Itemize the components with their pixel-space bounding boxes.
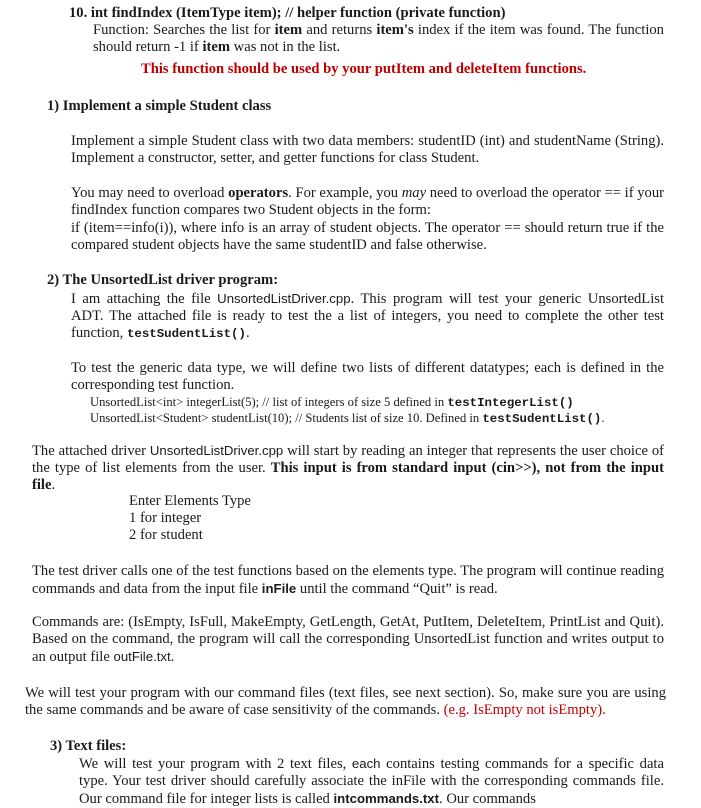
section-2-paragraph-1: I am attaching the file UnsortedListDriver.cpp. This program will test your generic UnsortedList ADT. The attached file is ready to test the a list of integers, you need to complete the other test function, testSudentList(). xyxy=(71,291,665,341)
testing-paragraph: We will test your program with our command files (text files, see next section). So, make sure you are using the same commands and be aware of case sensitivity of the commands. (e.g. IsEmpty not isEmpty). xyxy=(25,685,666,718)
driver-paragraph-2: The test driver calls one of the test functions based on the elements type. The program will continue reading commands and data from the input file inFile until the command “Quit” is read. xyxy=(32,563,664,597)
function-10-heading: 10. int findIndex (ItemType item); // helper function (private function) xyxy=(69,5,506,21)
section-2-paragraph-2: To test the generic data type, we will define two lists of different datatypes; each is defined in the corresponding test function. xyxy=(71,360,664,393)
section-3-paragraph: We will test your program with 2 text files, each contains testing commands for a specific data type. Your test driver should carefully associate the inFile with the corresponding commands file. Our command file for integer lists is called intcommands.txt. Our commands xyxy=(79,756,664,807)
function-10-description: Function: Searches the list for item and returns item's index if the item was found. The function should return -1 if item was not in the list. xyxy=(93,22,664,55)
section-1-paragraph-3: if (item==info(i)), where info is an array of student objects. The operator == should return true if the compared student objects have the same studentID and false otherwise. xyxy=(71,220,664,253)
section-3-heading: 3) Text files: xyxy=(50,738,127,754)
menu-line: 2 for student xyxy=(129,527,203,543)
section-2-heading: 2) The UnsortedList driver program: xyxy=(47,272,279,288)
function-10-note: This function should be used by your putItem and deleteItem functions. xyxy=(141,61,587,77)
code-line-integer-list: UnsortedList<int> integerList(5); // list of integers of size 5 defined in testIntegerList() xyxy=(90,395,574,410)
code-line-student-list: UnsortedList<Student> studentList(10); // Students list of size 10. Defined in testSudentList(). xyxy=(90,411,605,426)
section-1-heading: 1) Implement a simple Student class xyxy=(47,98,272,114)
menu-line: 1 for integer xyxy=(129,510,202,526)
section-1-paragraph-1: Implement a simple Student class with two data members: studentID (int) and studentName (String). Implement a constructor, setter, and getter functions for class Student. xyxy=(71,133,664,166)
menu-line: Enter Elements Type xyxy=(129,493,251,509)
commands-paragraph: Commands are: (IsEmpty, IsFull, MakeEmpty, GetLength, GetAt, PutItem, DeleteItem, PrintList and Quit). Based on the command, the program will call the corresponding UnsortedList function and writes output to an output file outFile.txt. xyxy=(32,614,664,665)
driver-paragraph: The attached driver UnsortedListDriver.cpp will start by reading an integer that represents the user choice of the type of list elements from the user. This input is from standard input (cin>>), not from the input file. xyxy=(32,443,664,493)
elements-type-menu xyxy=(129,493,429,544)
section-1-paragraph-2: You may need to overload operators. For example, you may need to overload the operator == if your findIndex function compares two Student objects in the form: xyxy=(71,185,665,218)
